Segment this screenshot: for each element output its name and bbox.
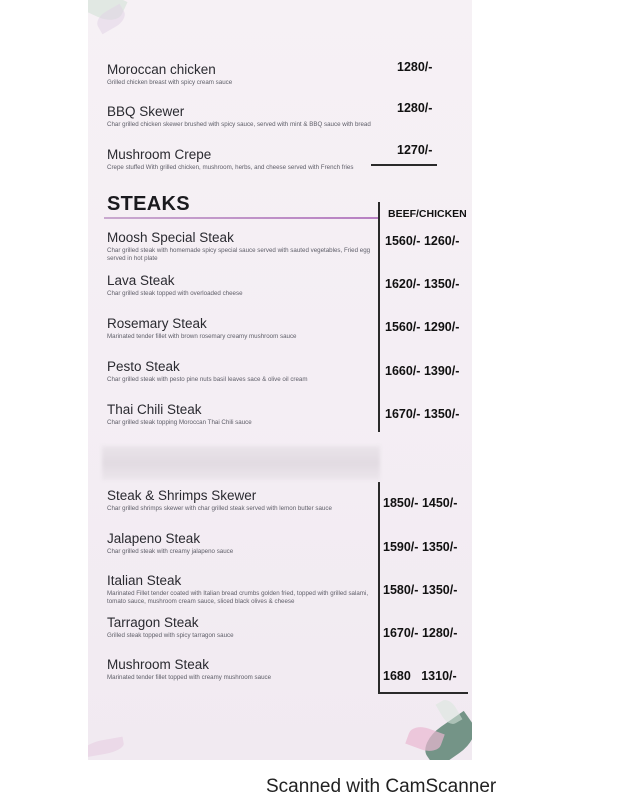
item-price: 1280/- xyxy=(397,60,433,74)
beef-price: 1660/- xyxy=(385,364,421,378)
item-description: Grilled chicken breast with spicy cream sauce xyxy=(107,79,233,86)
item-price: 1270/- xyxy=(397,143,433,157)
item-description: Char grilled steak with pesto pine nuts basil leaves sace & olive oil cream xyxy=(107,376,308,383)
item-description: Marinated tender fillet topped with creamy mushroom sauce xyxy=(107,674,272,681)
item-name: Rosemary Steak xyxy=(107,316,207,331)
item-name: Steak & Shrimps Skewer xyxy=(107,488,257,503)
item-description: Char grilled steak with creamy jalapeno sauce xyxy=(107,548,234,555)
item-description: Grilled steak topped with spicy tarragon sauce xyxy=(107,632,234,639)
item-price xyxy=(385,364,459,378)
item-price xyxy=(383,626,457,640)
scanner-watermark: Scanned with CamScanner xyxy=(266,776,497,797)
item-name: Italian Steak xyxy=(107,573,182,588)
menu-item xyxy=(107,359,382,384)
item-name: Lava Steak xyxy=(107,273,175,288)
item-description: Marinated tender fillet with brown rosemary creamy mushroom sauce xyxy=(107,333,297,340)
beef-price: 1620/- xyxy=(385,277,421,291)
item-price xyxy=(385,234,459,248)
item-price xyxy=(383,669,457,683)
beef-price: 1560/- xyxy=(385,234,421,248)
item-description: Crepe stuffed With grilled chicken, mushroom, herbs, and cheese served with French fries xyxy=(107,164,354,171)
menu-item xyxy=(107,573,379,605)
chicken-price: 1260/- xyxy=(423,234,460,248)
beef-price: 1680 xyxy=(383,669,411,683)
item-price xyxy=(383,540,457,554)
menu-item xyxy=(107,657,382,682)
price-divider xyxy=(378,692,468,694)
item-name: BBQ Skewer xyxy=(107,104,185,119)
item-name: Mushroom Steak xyxy=(107,657,210,672)
item-description: Char grilled steak topped with overloaded cheese xyxy=(107,290,243,297)
chicken-price: 1350/- xyxy=(421,540,458,554)
chicken-price: 1280/- xyxy=(421,626,458,640)
section-title: STEAKS xyxy=(107,193,190,215)
item-description: Marinated Fillet tender coated with Italian bread crumbs golden fried, topped with grilled salami, tomato sauce, mushroom cream sauce, sliced black olives & cheese xyxy=(107,590,369,605)
blurred-menu-area xyxy=(102,446,380,480)
beef-price: 1580/- xyxy=(383,583,419,597)
item-name: Moroccan chicken xyxy=(107,62,216,77)
menu-item xyxy=(107,230,382,262)
beef-price: 1670/- xyxy=(383,626,419,640)
menu-item xyxy=(107,402,382,427)
menu-item xyxy=(107,531,382,556)
menu-item xyxy=(107,615,382,640)
menu-item xyxy=(107,104,382,129)
menu-item xyxy=(107,147,382,172)
chicken-price: 1350/- xyxy=(423,407,460,421)
menu-item xyxy=(107,316,382,341)
item-description: Char grilled chicken skewer brushed with spicy sauce, served with mint & BBQ sauce with bread xyxy=(107,121,371,128)
menu-item xyxy=(107,273,382,298)
item-name: Jalapeno Steak xyxy=(107,531,201,546)
chicken-price: 1350/- xyxy=(421,583,458,597)
chicken-price: 1350/- xyxy=(423,277,460,291)
item-description: Char grilled steak with homemade spicy special sauce served with sauted vegetables, Fried egg served in hot plate xyxy=(107,247,371,262)
menu-page xyxy=(88,0,472,760)
chicken-price: 1390/- xyxy=(423,364,460,378)
item-price xyxy=(383,496,457,510)
item-name: Mushroom Crepe xyxy=(107,147,212,162)
menu-item xyxy=(107,488,377,513)
item-price: 1280/- xyxy=(397,101,433,115)
beef-price: 1590/- xyxy=(383,540,419,554)
section-underline xyxy=(104,217,379,219)
beef-price: 1560/- xyxy=(385,320,421,334)
item-name: Tarragon Steak xyxy=(107,615,199,630)
item-name: Moosh Special Steak xyxy=(107,230,234,245)
chicken-price: 1310/- xyxy=(421,669,457,683)
item-description: Char grilled shrimps skewer with char grilled steak served with lemon butter sauce xyxy=(107,505,332,512)
menu-item xyxy=(107,62,382,87)
item-price xyxy=(383,583,457,597)
flower-decoration-icon xyxy=(88,737,125,758)
item-name: Pesto Steak xyxy=(107,359,180,374)
item-price xyxy=(385,407,459,421)
price-divider xyxy=(371,164,437,166)
column-header: BEEF/CHICKEN xyxy=(388,208,467,220)
item-price xyxy=(385,320,459,334)
beef-price: 1670/- xyxy=(385,407,421,421)
chicken-price: 1290/- xyxy=(423,320,460,334)
beef-price: 1850/- xyxy=(383,496,419,510)
chicken-price: 1450/- xyxy=(421,496,458,510)
item-price xyxy=(385,277,459,291)
item-description: Char grilled steak topping Moroccan Thai Chili sauce xyxy=(107,419,252,426)
item-name: Thai Chili Steak xyxy=(107,402,202,417)
